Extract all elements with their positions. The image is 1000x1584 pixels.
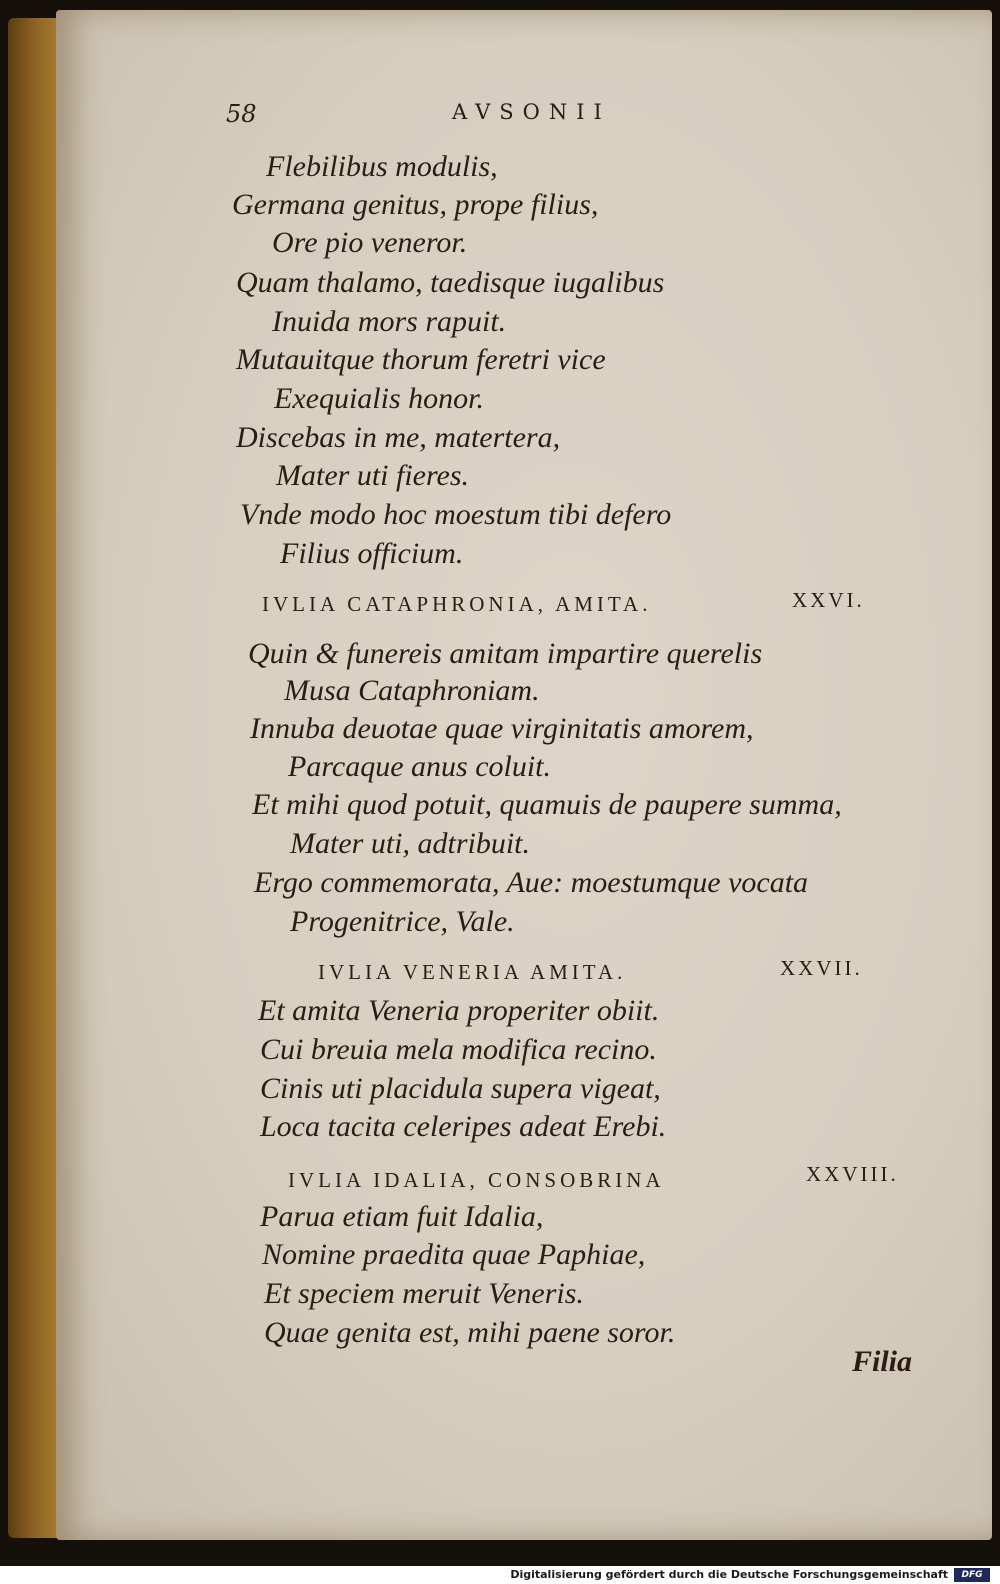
verse-line: Et amita Veneria properiter obiit.: [258, 994, 660, 1027]
dfg-logo-icon: DFG: [954, 1568, 990, 1582]
verse-line: Quin & funereis amitam impartire querelis: [248, 637, 763, 670]
verse-line: Et mihi quod potuit, quamuis de paupere summa,: [252, 788, 842, 821]
section-number: XXVIII.: [806, 1162, 899, 1186]
verse-line: Parua etiam fuit Idalia,: [260, 1200, 544, 1233]
section-heading: IVLIA VENERIA AMITA.: [318, 960, 627, 984]
page-number: 58: [226, 100, 257, 128]
verse-line: Flebilibus modulis,: [266, 150, 498, 183]
section-number: XXVII.: [780, 956, 863, 980]
section-heading: IVLIA IDALIA, CONSOBRINA: [288, 1168, 665, 1192]
verse-line: Cinis uti placidula supera vigeat,: [260, 1072, 661, 1105]
verse-line: Cui breuia mela modifica recino.: [260, 1033, 657, 1066]
verse-line: Quae genita est, mihi paene soror.: [264, 1316, 676, 1349]
verse-line: Germana genitus, prope filius,: [232, 188, 599, 221]
verse-line: Inuida mors rapuit.: [272, 305, 507, 338]
verse-line: Parcaque anus coluit.: [288, 750, 552, 783]
verse-line: Innuba deuotae quae virginitatis amorem,: [250, 712, 754, 745]
footer-bar: [0, 1566, 1000, 1584]
verse-line: Mater uti, adtribuit.: [290, 827, 530, 860]
verse-line: Vnde modo hoc moestum tibi defero: [240, 498, 672, 531]
verse-line: Ergo commemorata, Aue: moestumque vocata: [254, 866, 809, 899]
verse-line: Filius officium.: [280, 537, 464, 570]
funding-credit: Digitalisierung gefördert durch die Deutsche Forschungsgemeinschaft: [510, 1568, 948, 1581]
verse-line: Discebas in me, matertera,: [236, 421, 561, 454]
verse-line: Nomine praedita quae Paphiae,: [262, 1238, 646, 1271]
verse-line: Mutauitque thorum feretri vice: [236, 343, 606, 376]
verse-line: Musa Cataphroniam.: [284, 674, 540, 707]
verse-line: Quam thalamo, taedisque iugalibus: [236, 266, 665, 299]
verse-line: Ore pio veneror.: [272, 226, 468, 259]
verse-line: Loca tacita celeripes adeat Erebi.: [260, 1110, 667, 1143]
verse-line: Progenitrice, Vale.: [290, 905, 515, 938]
running-title: AVSONII: [452, 100, 611, 124]
section-number: XXVI.: [792, 588, 865, 612]
verse-line: Et speciem meruit Veneris.: [264, 1277, 584, 1310]
verse-line: Exequialis honor.: [274, 382, 484, 415]
section-heading: IVLIA CATAPHRONIA, AMITA.: [262, 592, 652, 616]
catchword: Filia: [852, 1345, 913, 1378]
verse-line: Mater uti fieres.: [276, 459, 470, 492]
